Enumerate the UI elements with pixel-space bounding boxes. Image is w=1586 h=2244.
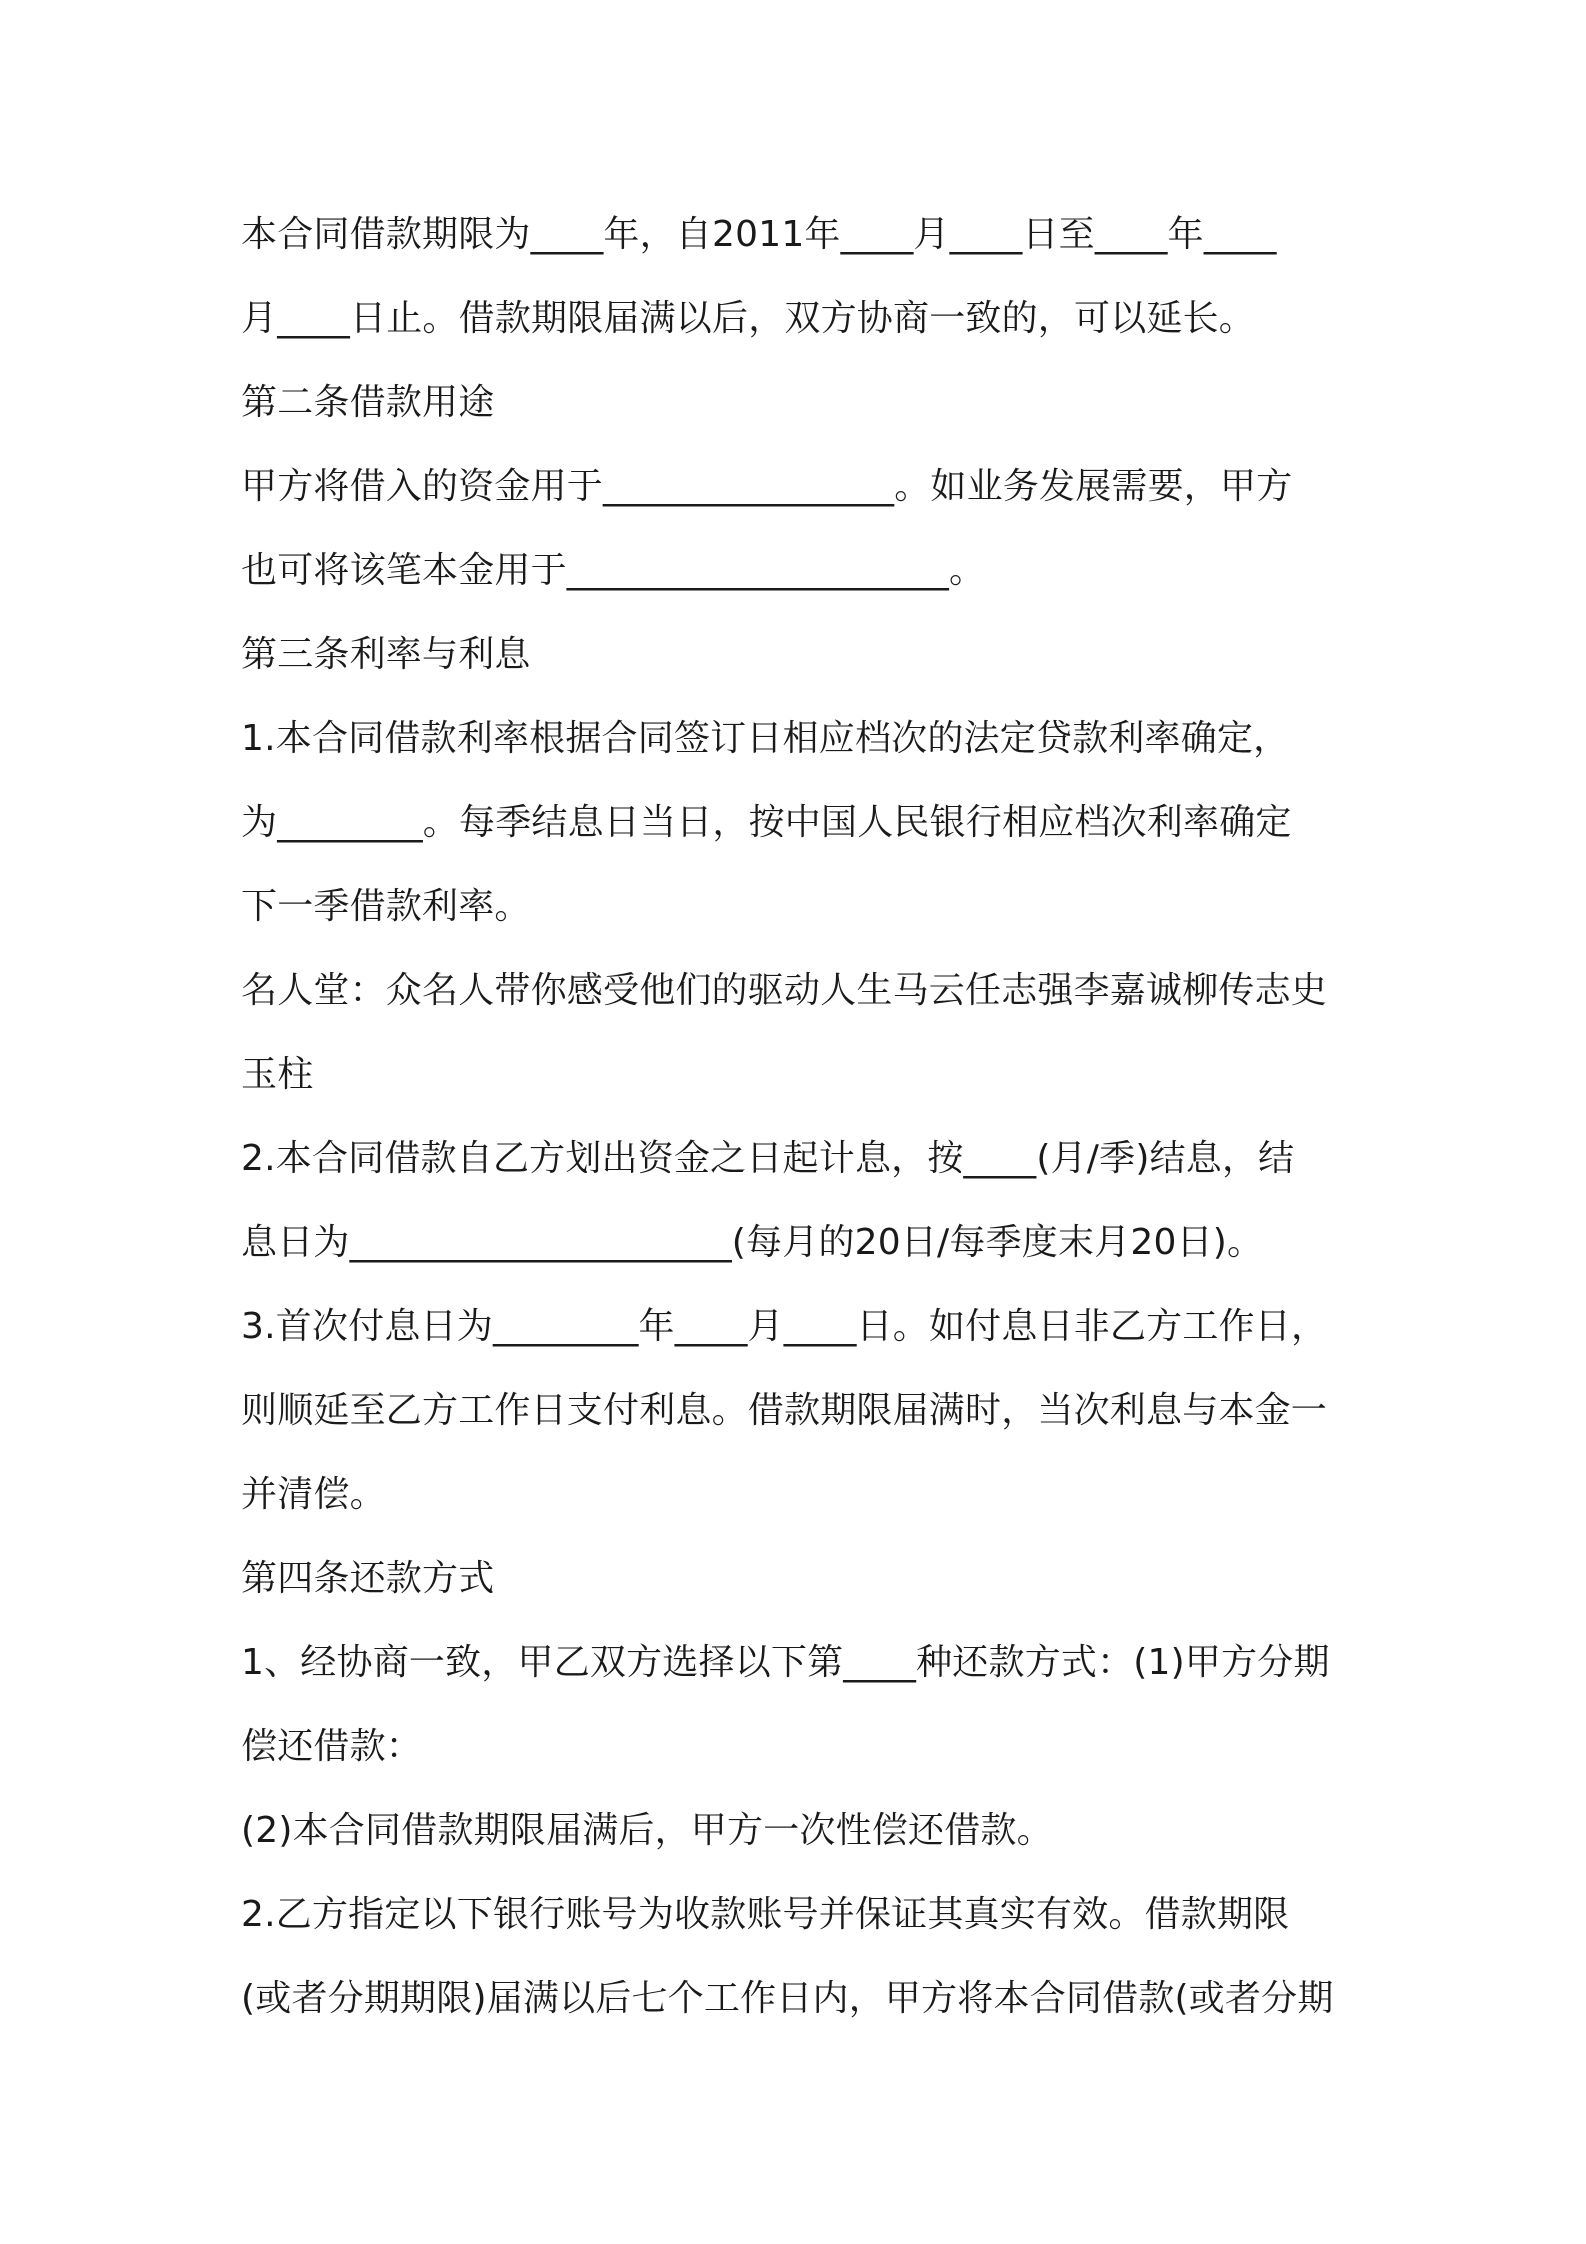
- document-body: [241, 193, 1366, 2041]
- section-heading-article-2: 第二条借款用途: [241, 382, 495, 423]
- text-line-18: 1、经协商一致，甲乙双方选择以下第____种还款方式：(1)甲方分期: [241, 1642, 1330, 1683]
- text-line-7: 1.本合同借款利率根据合同签订日相应档次的法定贷款利率确定，: [241, 718, 1290, 759]
- text-line-8: 为________。每季结息日当日，按中国人民银行相应档次利率确定: [241, 802, 1292, 843]
- text-line-11: 玉柱: [241, 1054, 314, 1095]
- section-heading-article-4: 第四条还款方式: [241, 1558, 495, 1599]
- text-line-1: 本合同借款期限为____年，自2011年____月____日至____年____: [241, 214, 1277, 255]
- text-line-20: (2)本合同借款期限届满后，甲方一次性偿还借款。: [241, 1810, 1053, 1851]
- text-line-13: 息日为_____________________(每月的20日/每季度末月20日)。: [241, 1222, 1264, 1263]
- section-heading-article-3: 第三条利率与利息: [241, 634, 531, 675]
- text-line-12: 2.本合同借款自乙方划出资金之日起计息，按____(月/季)结息，结: [241, 1138, 1295, 1179]
- text-line-21: 2.乙方指定以下银行账号为收款账号并保证其真实有效。借款期限: [241, 1894, 1290, 1935]
- text-line-14: 3.首次付息日为________年____月____日。如付息日非乙方工作日，: [241, 1306, 1328, 1347]
- text-line-9: 下一季借款利率。: [241, 886, 531, 927]
- text-line-15: 则顺延至乙方工作日支付利息。借款期限届满时，当次利息与本金一: [241, 1390, 1328, 1431]
- text-line-4: 甲方将借入的资金用于________________。如业务发展需要，甲方: [241, 466, 1293, 507]
- text-line-10: 名人堂：众名人带你感受他们的驱动人生马云任志强李嘉诚柳传志史: [241, 970, 1328, 1011]
- text-line-2: 月____日止。借款期限届满以后，双方协商一致的，可以延长。: [241, 298, 1256, 339]
- text-line-16: 并清偿。: [241, 1474, 386, 1515]
- text-line-22: (或者分期期限)届满以后七个工作日内，甲方将本合同借款(或者分期: [241, 1978, 1334, 2019]
- text-line-19: 偿还借款：: [241, 1726, 423, 1767]
- text-line-5: 也可将该笔本金用于_____________________。: [241, 550, 986, 591]
